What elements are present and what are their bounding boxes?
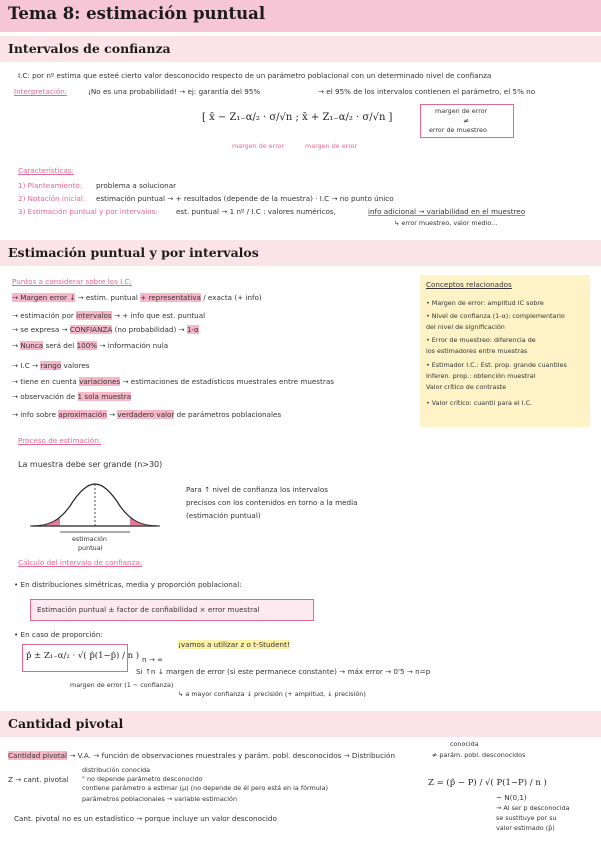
process-title: Proceso de estimación: (18, 436, 102, 445)
section-header-estimation (0, 240, 601, 266)
left-tail-area (32, 518, 60, 526)
char-1-text: problema a solucionar (96, 181, 177, 190)
note-title: Conceptos relacionados (426, 280, 512, 289)
process-desc: precisos con los contenidos en torno a la media (186, 498, 358, 507)
z-property: distribución conocida (82, 766, 151, 774)
calc-symmetric: • En distribuciones simétricas, media y proporción poblacional: (14, 580, 242, 589)
process-line: La muestra debe ser grande (n>30) (18, 460, 163, 469)
margin-note: margen de error (1 − confianza) (70, 681, 174, 689)
calc-title: Cálculo del intervalo de confianza: (18, 558, 143, 567)
char-3-text: est. puntual → 1 nº / I.C : valores numéricos, (176, 207, 336, 216)
char-2-text: estimación puntual → + resultados (depende de la muestra) · I.C → no punto único (96, 194, 394, 203)
pivotal-conclusion: Cant. pivotal no es un estadístico → porque incluye un valor desconocido (14, 814, 277, 823)
interpretation-text: ¡No es una probabilidad! → ej: garantía del 95% (88, 87, 261, 96)
page-title: Tema 8: estimación puntual (8, 4, 266, 23)
point-1: → Margen error ↓ → estim. puntual + representativa / exacta (+ info) (12, 293, 262, 302)
char-2-label: 2) Notación inicial: (18, 194, 86, 203)
note-line: • Error de muestreo: diferencia de (426, 336, 536, 344)
page-title-bar (0, 0, 601, 32)
z-property: contiene parámetro a estimar (μ) (no depende de él pero está en la fórmula) (82, 784, 328, 792)
process-desc: (estimación puntual) (186, 511, 261, 520)
section-title: Intervalos de confianza (8, 41, 171, 56)
section-header-intervals (0, 36, 601, 62)
pivotal-line: Cantidad pivotal → V.A. → función de observaciones muestrales y parám. pobl. desconocidos → Distribución (8, 751, 395, 760)
student-note: ¡vamos a utilizar z o t-Student! (178, 640, 290, 649)
calc-proportion: • En caso de proporción: (14, 630, 103, 639)
interpretation-text-2: → el 95% de los intervalos contienen el parámetro, el 5% no (318, 87, 536, 96)
point-3: → se expresa → CONFIANZA (no probabilidad) → 1-α (12, 325, 199, 334)
point-8: → info sobre aproximación → verdadero valor de parámetros poblacionales (12, 410, 282, 419)
point-6: → tiene en cuenta variaciones → estimaciones de estadísticos muestrales entre muestras (12, 377, 334, 386)
margin-vs-error-box (420, 104, 514, 138)
pivotal-params: ≠ parám. pobl. desconocidos (432, 751, 526, 759)
z-pivotal-label: Z → cant. pivotal (8, 775, 69, 784)
right-tail-area (130, 518, 158, 526)
curve-label: puntual (78, 544, 103, 552)
note-line: • Nivel de confianza (1-α): complementario (426, 312, 565, 320)
note-line: del nivel de significación (426, 323, 505, 331)
section-header-pivotal (0, 711, 601, 737)
section-title: Estimación puntual y por intervalos (8, 245, 259, 260)
margin-label-left: margen de error (232, 142, 285, 150)
confidence-note: ↳ a mayor confianza ↓ precisión (+ amplitud, ↓ precisión) (178, 690, 366, 698)
proportion-formula: p̂ ± Z₁₋α/₂ · √( p̂(1−p̂) / n ) (26, 651, 140, 661)
z-property: parámetros poblacionales → variable estimación (82, 795, 238, 803)
calc-formula-text: Estimación puntual ± factor de confiabilidad × error muestral (37, 605, 260, 614)
ic-definition: I.C: por nº estima que esteé cierto valor desconocido respecto de un parámetro poblacional con un determinado nivel de confianza (18, 71, 492, 80)
interpretation-label: Interpretación: (14, 87, 68, 96)
ci-formula: [ x̄ − Z₁₋α/₂ · σ/√n ; x̄ + Z₁₋α/₂ · σ/√n ] (202, 112, 393, 123)
box-neq: ≠ (463, 116, 470, 125)
z-distribution: ~ N(0,1) (496, 793, 527, 802)
related-concepts-note (420, 275, 590, 427)
pivotal-known: conocida (450, 740, 479, 748)
process-desc: Para ↑ nivel de confianza los intervalos (186, 485, 328, 494)
note-line: Valor crítico de contraste (426, 383, 507, 391)
note-line: Inferen. prop.: obtención muestral (426, 372, 536, 380)
proportion-remark: Si ↑n ↓ margen de error (si este permanece constante) → máx error → 0'5 → n=p (136, 667, 431, 676)
characteristics-title: Características: (18, 166, 75, 175)
point-5: → I.C → rango valores (12, 361, 90, 370)
box-error-text: error de muestreo (429, 126, 487, 134)
section-title: Cantidad pivotal (8, 716, 124, 731)
normal-curve-figure (30, 478, 160, 540)
note-line: los estimadores entre muestras (426, 347, 528, 355)
char-3-extra: info adicional → variabilidad en el muestreo (368, 207, 526, 216)
z-note: → Al ser p desconocida (496, 804, 570, 812)
note-line: • Margen de error: amplitud IC sobre (426, 299, 544, 307)
point-7: → observación de 1 sola muestra (12, 392, 132, 401)
note-line: • Estimador I.C.: Est. prop. grande cuantiles (426, 361, 567, 369)
z-note: se sustituye por su (496, 814, 557, 822)
calc-formula-box (30, 599, 314, 621)
point-4: → Nunca será del 100% → información nula (12, 341, 169, 350)
point-2: → estimación por intervalos → + info que est. puntual (12, 311, 206, 320)
char-3-label: 3) Estimación puntual y por intervalos: (18, 207, 158, 216)
box-margin-text: margen de error (435, 107, 488, 115)
z-property: " no depende parámetro desconocido (82, 775, 203, 783)
z-formula: Z = (p̂ − P) / √( P(1−P) / n ) (428, 778, 547, 788)
points-title: Puntos a considerar sobre los I.C: (12, 277, 132, 286)
margin-label-right: margen de error (305, 142, 358, 150)
proportion-formula-box (22, 644, 140, 672)
n-infinity: n → ∞ (142, 655, 164, 664)
curve-label: estimación (72, 535, 107, 543)
note-line: • Valor crítico: cuantil para el I.C. (426, 399, 533, 407)
z-note: valor estimado (p̂) (496, 824, 555, 832)
char-3-note: ↳ error muestreo, valor medio... (394, 219, 498, 227)
char-1-label: 1) Planteamiento: (18, 181, 83, 190)
